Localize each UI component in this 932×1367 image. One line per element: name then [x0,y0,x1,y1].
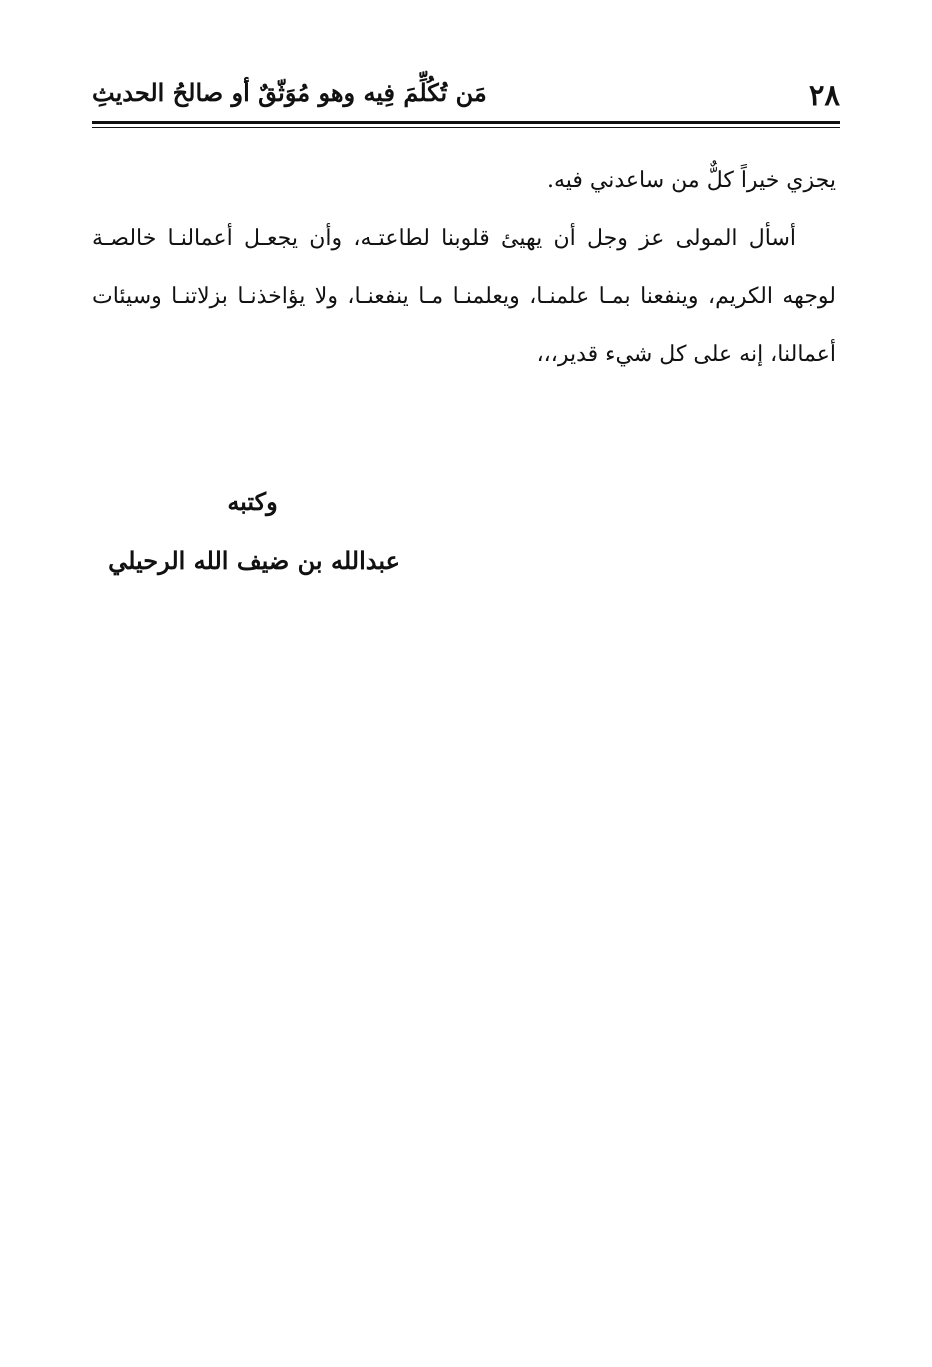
paragraph-closing-thanks: يجزي خيراً كلٌّ من ساعدني فيه. [546,168,836,193]
running-title: مَن تُكُلِّمَ فِيه وهو مُوَثّقٌ أو صالحُ الحديثِ [92,78,487,107]
signature-label: وكتبه [227,487,278,516]
author-name: عبدالله بن ضيف الله الرحيلي [108,546,400,575]
header-rule-thin [92,127,840,128]
paragraph-supplication: أسأل المولى عز وجل أن يهيئ قلوبنا لطاعتـه، وأن يجعـل أعمالنـا خالصـة لوجهه الكريم، وينفعنا بمـا علمنـا، ويعلمنـا مـا ينفعنـا، ولا يؤاخذنـا بزلاتنـا وسيئات أعمالنا، إنه على كل شيء قدير،،، [92,226,836,367]
body-text [92,152,836,384]
page-header [92,70,840,120]
page-number: ٢٨ [808,78,840,112]
header-rule-thick [92,121,840,124]
